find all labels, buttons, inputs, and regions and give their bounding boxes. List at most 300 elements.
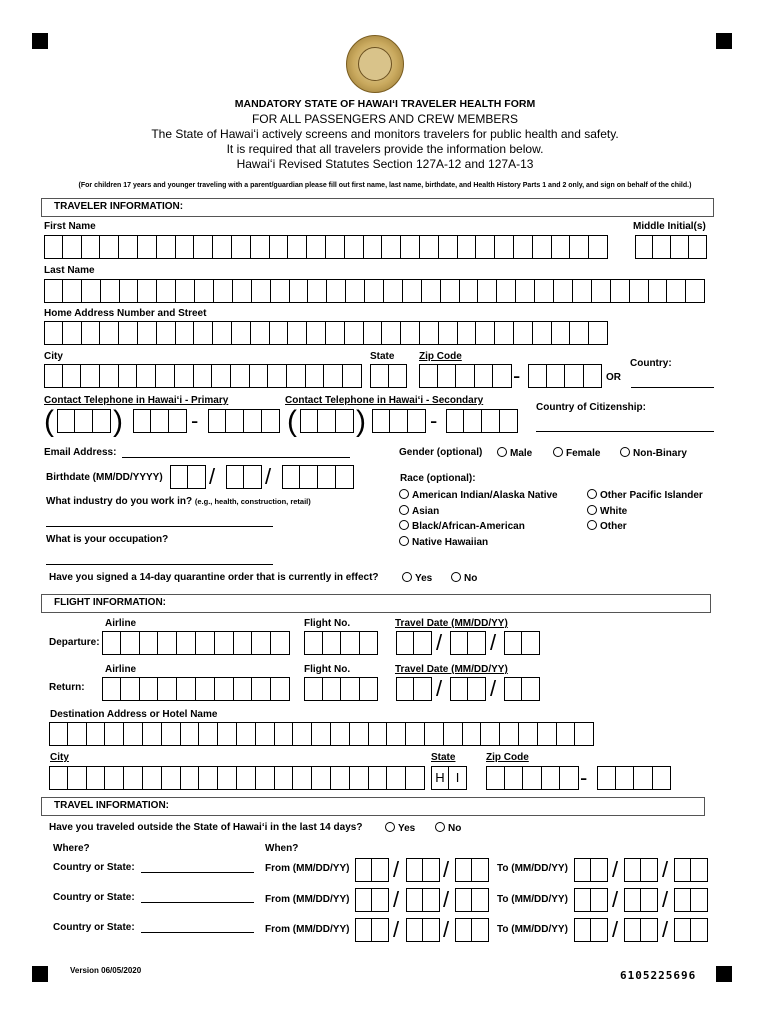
destination-city-field[interactable] bbox=[49, 766, 425, 790]
char-box[interactable] bbox=[63, 235, 82, 259]
char-box[interactable] bbox=[497, 279, 516, 303]
char-box[interactable] bbox=[268, 364, 287, 388]
char-box[interactable] bbox=[597, 766, 616, 790]
char-box[interactable] bbox=[346, 279, 365, 303]
char-box[interactable] bbox=[455, 918, 472, 942]
to-month-field[interactable] bbox=[574, 918, 608, 942]
char-box[interactable] bbox=[336, 409, 354, 433]
char-box[interactable] bbox=[396, 631, 414, 655]
char-box[interactable] bbox=[270, 235, 289, 259]
char-box[interactable] bbox=[584, 364, 603, 388]
char-box[interactable] bbox=[176, 321, 195, 345]
char-box[interactable] bbox=[176, 279, 195, 303]
phone-primary-area[interactable] bbox=[57, 409, 111, 433]
char-box[interactable] bbox=[514, 321, 533, 345]
char-box[interactable] bbox=[382, 321, 401, 345]
char-box[interactable] bbox=[271, 631, 290, 655]
char-box[interactable] bbox=[500, 409, 518, 433]
char-box[interactable] bbox=[251, 235, 270, 259]
char-box[interactable] bbox=[195, 279, 214, 303]
char-box[interactable] bbox=[140, 677, 159, 701]
char-box[interactable] bbox=[100, 321, 119, 345]
char-box[interactable] bbox=[372, 888, 389, 912]
char-box[interactable] bbox=[460, 279, 479, 303]
char-box[interactable] bbox=[686, 279, 705, 303]
char-box[interactable] bbox=[389, 364, 408, 388]
char-box[interactable] bbox=[124, 766, 143, 790]
char-box[interactable] bbox=[364, 235, 383, 259]
char-box[interactable] bbox=[382, 235, 401, 259]
char-box[interactable] bbox=[635, 235, 653, 259]
destination-state-field[interactable] bbox=[431, 766, 467, 790]
state-box-h[interactable]: H bbox=[431, 766, 449, 790]
char-box[interactable] bbox=[573, 279, 592, 303]
char-box[interactable] bbox=[318, 465, 336, 489]
char-box[interactable] bbox=[528, 364, 547, 388]
to-month-field[interactable] bbox=[574, 858, 608, 882]
char-box[interactable] bbox=[365, 279, 384, 303]
char-box[interactable] bbox=[324, 364, 343, 388]
char-box[interactable] bbox=[307, 321, 326, 345]
char-box[interactable] bbox=[306, 364, 325, 388]
radio-icon[interactable] bbox=[399, 520, 409, 530]
char-box[interactable] bbox=[177, 631, 196, 655]
race-asian-option[interactable]: Asian bbox=[399, 505, 439, 517]
char-box[interactable] bbox=[275, 722, 294, 746]
char-box[interactable] bbox=[406, 918, 423, 942]
char-box[interactable] bbox=[653, 766, 672, 790]
phone-secondary-prefix[interactable] bbox=[372, 409, 426, 433]
char-box[interactable] bbox=[570, 321, 589, 345]
race-white-option[interactable]: White bbox=[587, 505, 627, 517]
char-box[interactable] bbox=[495, 235, 514, 259]
char-box[interactable] bbox=[226, 465, 244, 489]
radio-icon[interactable] bbox=[553, 447, 563, 457]
char-box[interactable] bbox=[119, 321, 138, 345]
char-box[interactable] bbox=[345, 235, 364, 259]
char-box[interactable] bbox=[446, 409, 464, 433]
char-box[interactable] bbox=[271, 677, 290, 701]
char-box[interactable] bbox=[423, 888, 440, 912]
return-airline-field[interactable] bbox=[102, 677, 290, 701]
char-box[interactable] bbox=[336, 465, 354, 489]
char-box[interactable] bbox=[68, 722, 87, 746]
return-year-field[interactable] bbox=[504, 677, 540, 701]
industry-input-line[interactable] bbox=[46, 526, 273, 527]
char-box[interactable] bbox=[194, 235, 213, 259]
char-box[interactable] bbox=[401, 321, 420, 345]
char-box[interactable] bbox=[252, 279, 271, 303]
char-box[interactable] bbox=[270, 321, 289, 345]
char-box[interactable] bbox=[169, 409, 187, 433]
departure-airline-field[interactable] bbox=[102, 631, 290, 655]
char-box[interactable] bbox=[565, 364, 584, 388]
char-box[interactable] bbox=[463, 722, 482, 746]
char-box[interactable] bbox=[212, 364, 231, 388]
char-box[interactable] bbox=[288, 321, 307, 345]
race-native-hawaiian-option[interactable]: Native Hawaiian bbox=[399, 536, 488, 548]
char-box[interactable] bbox=[575, 722, 594, 746]
race-pacific-islander-option[interactable]: Other Pacific Islander bbox=[587, 489, 703, 501]
char-box[interactable] bbox=[350, 722, 369, 746]
char-box[interactable] bbox=[372, 409, 390, 433]
char-box[interactable] bbox=[151, 409, 169, 433]
from-day-field[interactable] bbox=[406, 918, 440, 942]
char-box[interactable] bbox=[372, 918, 389, 942]
char-box[interactable] bbox=[422, 279, 441, 303]
char-box[interactable] bbox=[124, 722, 143, 746]
to-day-field[interactable] bbox=[624, 888, 658, 912]
char-box[interactable] bbox=[674, 858, 691, 882]
char-box[interactable] bbox=[327, 279, 346, 303]
char-box[interactable] bbox=[505, 766, 524, 790]
char-box[interactable] bbox=[105, 722, 124, 746]
char-box[interactable] bbox=[624, 858, 641, 882]
char-box[interactable] bbox=[119, 364, 138, 388]
char-box[interactable] bbox=[323, 677, 342, 701]
phone-secondary-line[interactable] bbox=[446, 409, 518, 433]
country-state-input-line[interactable] bbox=[141, 902, 254, 903]
radio-icon[interactable] bbox=[451, 572, 461, 582]
birth-day-field[interactable] bbox=[226, 465, 262, 489]
departure-month-field[interactable] bbox=[396, 631, 432, 655]
char-box[interactable] bbox=[408, 409, 426, 433]
char-box[interactable] bbox=[199, 722, 218, 746]
char-box[interactable] bbox=[138, 235, 157, 259]
char-box[interactable] bbox=[137, 364, 156, 388]
departure-flight-field[interactable] bbox=[304, 631, 378, 655]
char-box[interactable] bbox=[472, 918, 489, 942]
radio-icon[interactable] bbox=[587, 505, 597, 515]
char-box[interactable] bbox=[355, 918, 372, 942]
char-box[interactable] bbox=[387, 766, 406, 790]
char-box[interactable] bbox=[177, 677, 196, 701]
char-box[interactable] bbox=[300, 409, 318, 433]
char-box[interactable] bbox=[271, 279, 290, 303]
phone-primary-line[interactable] bbox=[208, 409, 280, 433]
char-box[interactable] bbox=[250, 364, 269, 388]
char-box[interactable] bbox=[369, 766, 388, 790]
char-box[interactable] bbox=[360, 631, 379, 655]
first-name-field[interactable] bbox=[44, 235, 608, 259]
char-box[interactable] bbox=[312, 722, 331, 746]
from-month-field[interactable] bbox=[355, 888, 389, 912]
char-box[interactable] bbox=[44, 321, 63, 345]
phone-primary-prefix[interactable] bbox=[133, 409, 187, 433]
char-box[interactable] bbox=[75, 409, 93, 433]
occupation-input-line[interactable] bbox=[46, 564, 273, 565]
char-box[interactable] bbox=[244, 409, 262, 433]
char-box[interactable] bbox=[218, 766, 237, 790]
destination-zip-ext-field[interactable] bbox=[597, 766, 671, 790]
char-box[interactable] bbox=[691, 888, 708, 912]
char-box[interactable] bbox=[140, 631, 159, 655]
char-box[interactable] bbox=[574, 888, 591, 912]
char-box[interactable] bbox=[138, 279, 157, 303]
char-box[interactable] bbox=[232, 321, 251, 345]
from-month-field[interactable] bbox=[355, 858, 389, 882]
char-box[interactable] bbox=[522, 631, 540, 655]
radio-icon[interactable] bbox=[399, 489, 409, 499]
state-box-i[interactable]: I bbox=[449, 766, 467, 790]
char-box[interactable] bbox=[181, 766, 200, 790]
char-box[interactable] bbox=[624, 918, 641, 942]
char-box[interactable] bbox=[176, 235, 195, 259]
char-box[interactable] bbox=[464, 409, 482, 433]
char-box[interactable] bbox=[100, 364, 119, 388]
char-box[interactable] bbox=[293, 766, 312, 790]
char-box[interactable] bbox=[326, 321, 345, 345]
char-box[interactable] bbox=[157, 279, 176, 303]
char-box[interactable] bbox=[143, 766, 162, 790]
char-box[interactable] bbox=[423, 858, 440, 882]
char-box[interactable] bbox=[233, 279, 252, 303]
gender-female-option[interactable]: Female bbox=[553, 447, 600, 459]
quarantine-yes-option[interactable]: Yes bbox=[402, 572, 432, 584]
race-black-option[interactable]: Black/African-American bbox=[399, 520, 525, 532]
char-box[interactable] bbox=[414, 677, 432, 701]
char-box[interactable] bbox=[472, 858, 489, 882]
return-month-field[interactable] bbox=[396, 677, 432, 701]
char-box[interactable] bbox=[234, 677, 253, 701]
char-box[interactable] bbox=[533, 321, 552, 345]
char-box[interactable] bbox=[282, 465, 300, 489]
citizenship-input-line[interactable] bbox=[536, 431, 714, 432]
char-box[interactable] bbox=[450, 677, 468, 701]
char-box[interactable] bbox=[194, 364, 213, 388]
char-box[interactable] bbox=[312, 766, 331, 790]
radio-icon[interactable] bbox=[497, 447, 507, 457]
char-box[interactable] bbox=[181, 722, 200, 746]
birth-year-field[interactable] bbox=[282, 465, 354, 489]
char-box[interactable] bbox=[121, 677, 140, 701]
char-box[interactable] bbox=[486, 766, 505, 790]
char-box[interactable] bbox=[162, 722, 181, 746]
char-box[interactable] bbox=[674, 888, 691, 912]
char-box[interactable] bbox=[423, 918, 440, 942]
from-month-field[interactable] bbox=[355, 918, 389, 942]
char-box[interactable] bbox=[519, 722, 538, 746]
char-box[interactable] bbox=[554, 279, 573, 303]
char-box[interactable] bbox=[252, 677, 271, 701]
char-box[interactable] bbox=[158, 631, 177, 655]
char-box[interactable] bbox=[331, 722, 350, 746]
char-box[interactable] bbox=[63, 279, 82, 303]
char-box[interactable] bbox=[304, 677, 323, 701]
char-box[interactable] bbox=[414, 631, 432, 655]
zip-field[interactable] bbox=[419, 364, 512, 388]
radio-icon[interactable] bbox=[402, 572, 412, 582]
char-box[interactable] bbox=[158, 677, 177, 701]
country-input-line[interactable] bbox=[631, 387, 714, 388]
char-box[interactable] bbox=[82, 279, 101, 303]
state-field[interactable] bbox=[370, 364, 407, 388]
char-box[interactable] bbox=[100, 235, 119, 259]
char-box[interactable] bbox=[162, 766, 181, 790]
char-box[interactable] bbox=[538, 722, 557, 746]
char-box[interactable] bbox=[93, 409, 111, 433]
char-box[interactable] bbox=[138, 321, 157, 345]
char-box[interactable] bbox=[455, 888, 472, 912]
char-box[interactable] bbox=[102, 631, 121, 655]
char-box[interactable] bbox=[63, 321, 82, 345]
char-box[interactable] bbox=[199, 766, 218, 790]
char-box[interactable] bbox=[523, 766, 542, 790]
char-box[interactable] bbox=[514, 235, 533, 259]
char-box[interactable] bbox=[234, 631, 253, 655]
char-box[interactable] bbox=[589, 321, 608, 345]
radio-icon[interactable] bbox=[587, 489, 597, 499]
city-field[interactable] bbox=[44, 364, 362, 388]
char-box[interactable] bbox=[482, 409, 500, 433]
char-box[interactable] bbox=[560, 766, 579, 790]
char-box[interactable] bbox=[251, 321, 270, 345]
char-box[interactable] bbox=[450, 631, 468, 655]
radio-icon[interactable] bbox=[620, 447, 630, 457]
char-box[interactable] bbox=[143, 722, 162, 746]
char-box[interactable] bbox=[691, 918, 708, 942]
char-box[interactable] bbox=[81, 364, 100, 388]
char-box[interactable] bbox=[403, 279, 422, 303]
char-box[interactable] bbox=[456, 364, 475, 388]
departure-year-field[interactable] bbox=[504, 631, 540, 655]
char-box[interactable] bbox=[468, 631, 486, 655]
return-flight-field[interactable] bbox=[304, 677, 378, 701]
char-box[interactable] bbox=[522, 677, 540, 701]
char-box[interactable] bbox=[425, 722, 444, 746]
char-box[interactable] bbox=[574, 858, 591, 882]
char-box[interactable] bbox=[420, 321, 439, 345]
char-box[interactable] bbox=[384, 279, 403, 303]
char-box[interactable] bbox=[213, 235, 232, 259]
char-box[interactable] bbox=[355, 858, 372, 882]
middle-initial-field[interactable] bbox=[635, 235, 707, 259]
char-box[interactable] bbox=[574, 918, 591, 942]
char-box[interactable] bbox=[120, 279, 139, 303]
char-box[interactable] bbox=[256, 766, 275, 790]
gender-nonbinary-option[interactable]: Non-Binary bbox=[620, 447, 687, 459]
char-box[interactable] bbox=[406, 888, 423, 912]
last-name-field[interactable] bbox=[44, 279, 705, 303]
char-box[interactable] bbox=[157, 235, 176, 259]
char-box[interactable] bbox=[481, 722, 500, 746]
char-box[interactable] bbox=[591, 888, 608, 912]
char-box[interactable] bbox=[475, 364, 494, 388]
char-box[interactable] bbox=[157, 321, 176, 345]
char-box[interactable] bbox=[624, 888, 641, 912]
char-box[interactable] bbox=[653, 235, 671, 259]
char-box[interactable] bbox=[214, 279, 233, 303]
char-box[interactable] bbox=[557, 722, 576, 746]
char-box[interactable] bbox=[641, 888, 658, 912]
char-box[interactable] bbox=[256, 722, 275, 746]
char-box[interactable] bbox=[406, 858, 423, 882]
char-box[interactable] bbox=[641, 858, 658, 882]
char-box[interactable] bbox=[44, 364, 63, 388]
char-box[interactable] bbox=[82, 235, 101, 259]
char-box[interactable] bbox=[671, 235, 689, 259]
char-box[interactable] bbox=[504, 631, 522, 655]
char-box[interactable] bbox=[476, 321, 495, 345]
from-year-field[interactable] bbox=[455, 918, 489, 942]
char-box[interactable] bbox=[288, 235, 307, 259]
char-box[interactable] bbox=[691, 858, 708, 882]
char-box[interactable] bbox=[689, 235, 707, 259]
char-box[interactable] bbox=[364, 321, 383, 345]
char-box[interactable] bbox=[101, 279, 120, 303]
destination-zip-field[interactable] bbox=[486, 766, 579, 790]
to-day-field[interactable] bbox=[624, 918, 658, 942]
char-box[interactable] bbox=[570, 235, 589, 259]
char-box[interactable] bbox=[87, 722, 106, 746]
char-box[interactable] bbox=[304, 631, 323, 655]
char-box[interactable] bbox=[542, 766, 561, 790]
char-box[interactable] bbox=[674, 918, 691, 942]
race-american-indian-option[interactable]: American Indian/Alaska Native bbox=[399, 489, 558, 501]
race-other-option[interactable]: Other bbox=[587, 520, 627, 532]
char-box[interactable] bbox=[307, 235, 326, 259]
char-box[interactable] bbox=[439, 235, 458, 259]
char-box[interactable] bbox=[44, 279, 63, 303]
char-box[interactable] bbox=[387, 722, 406, 746]
char-box[interactable] bbox=[63, 364, 82, 388]
char-box[interactable] bbox=[630, 279, 649, 303]
char-box[interactable] bbox=[232, 235, 251, 259]
char-box[interactable] bbox=[420, 235, 439, 259]
char-box[interactable] bbox=[611, 279, 630, 303]
char-box[interactable] bbox=[215, 631, 234, 655]
char-box[interactable] bbox=[396, 677, 414, 701]
country-state-input-line[interactable] bbox=[141, 932, 254, 933]
char-box[interactable] bbox=[237, 766, 256, 790]
char-box[interactable] bbox=[341, 677, 360, 701]
to-month-field[interactable] bbox=[574, 888, 608, 912]
char-box[interactable] bbox=[406, 722, 425, 746]
char-box[interactable] bbox=[82, 321, 101, 345]
char-box[interactable] bbox=[49, 766, 68, 790]
radio-icon[interactable] bbox=[399, 536, 409, 546]
char-box[interactable] bbox=[196, 677, 215, 701]
from-year-field[interactable] bbox=[455, 888, 489, 912]
travel-yes-option[interactable]: Yes bbox=[385, 822, 415, 834]
country-state-input-line[interactable] bbox=[141, 872, 254, 873]
char-box[interactable] bbox=[252, 631, 271, 655]
char-box[interactable] bbox=[493, 364, 512, 388]
address-field[interactable] bbox=[44, 321, 608, 345]
char-box[interactable] bbox=[468, 677, 486, 701]
quarantine-no-option[interactable]: No bbox=[451, 572, 477, 584]
char-box[interactable] bbox=[419, 364, 438, 388]
to-year-field[interactable] bbox=[674, 918, 708, 942]
char-box[interactable] bbox=[213, 321, 232, 345]
char-box[interactable] bbox=[478, 279, 497, 303]
char-box[interactable] bbox=[552, 321, 571, 345]
char-box[interactable] bbox=[133, 409, 151, 433]
char-box[interactable] bbox=[119, 235, 138, 259]
char-box[interactable] bbox=[458, 235, 477, 259]
char-box[interactable] bbox=[323, 631, 342, 655]
char-box[interactable] bbox=[533, 235, 552, 259]
from-day-field[interactable] bbox=[406, 888, 440, 912]
char-box[interactable] bbox=[194, 321, 213, 345]
char-box[interactable] bbox=[535, 279, 554, 303]
char-box[interactable] bbox=[326, 235, 345, 259]
char-box[interactable] bbox=[121, 631, 140, 655]
char-box[interactable] bbox=[439, 321, 458, 345]
char-box[interactable] bbox=[476, 235, 495, 259]
char-box[interactable] bbox=[345, 321, 364, 345]
char-box[interactable] bbox=[287, 364, 306, 388]
